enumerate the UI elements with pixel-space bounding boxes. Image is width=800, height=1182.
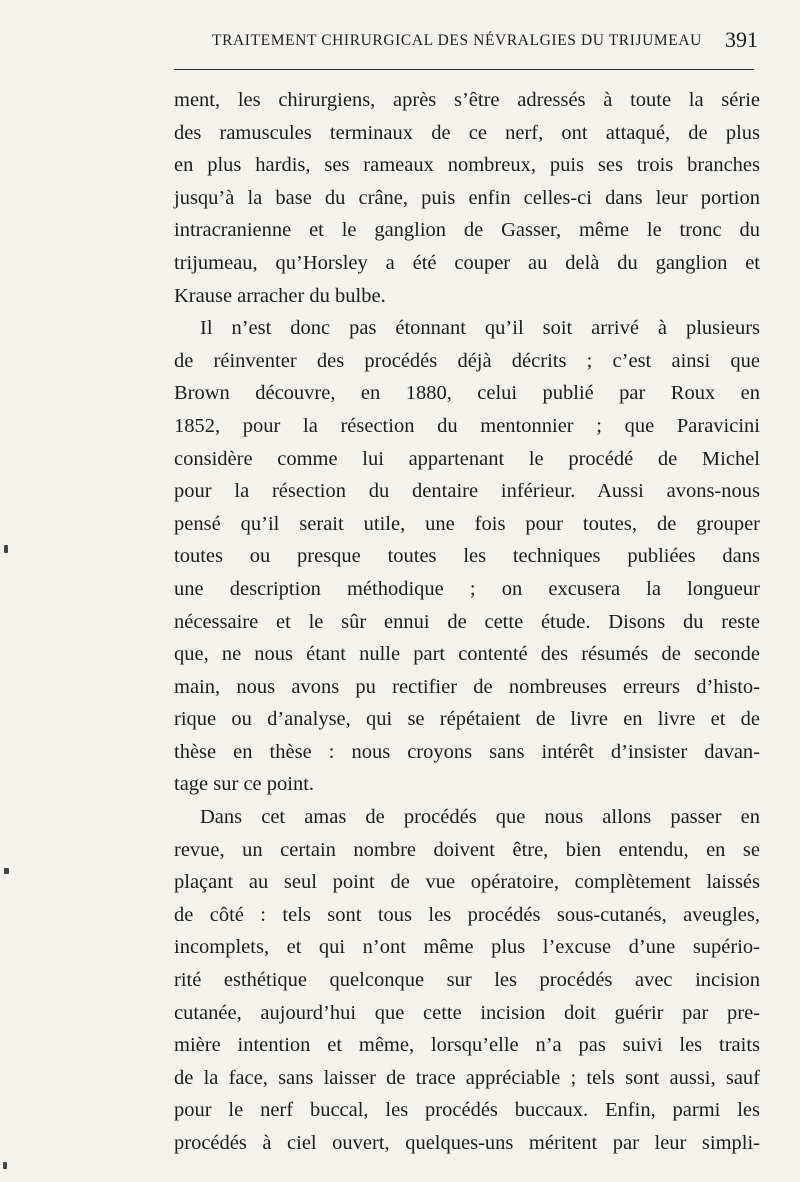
text-line: de la face, sans laisser de trace appréciable ; tels sont aussi, sauf <box>174 1066 760 1089</box>
text-line: des ramuscules terminaux de ce nerf, ont attaqué, de plus <box>174 121 760 144</box>
text-line: en plus hardis, ses rameaux nombreux, puis ses trois branches <box>174 154 760 177</box>
text-line: jusqu’à la base du crâne, puis enfin celles-ci dans leur portion <box>174 186 760 209</box>
running-head-title: TRAITEMENT CHIRURGICAL DES NÉVRALGIES DU TRIJUMEAU <box>212 32 702 49</box>
text-line: plaçant au seul point de vue opératoire, complètement laissés <box>174 871 760 894</box>
text-line: procédés à ciel ouvert, quelques-uns méritent par leur simpli- <box>174 1132 760 1154</box>
paragraph-first-line: Dans cet amas de procédés que nous allons passer en <box>200 806 760 829</box>
text-line: considère comme lui appartenant le procédé de Michel <box>174 447 760 470</box>
scan-speck <box>4 545 8 553</box>
text-line: main, nous avons pu rectifier de nombreuses erreurs d’histo- <box>174 675 760 698</box>
text-line: cutanée, aujourd’hui que cette incision doit guérir par pre- <box>174 1001 760 1024</box>
text-line: de réinventer des procédés déjà décrits ; c’est ainsi que <box>174 349 760 372</box>
text-line: que, ne nous étant nulle part contenté des résumés de seconde <box>174 643 760 666</box>
text-line: nécessaire et le sûr ennui de cette étude. Disons du reste <box>174 610 760 633</box>
text-line: incomplets, et qui n’ont même plus l’excuse d’une supério- <box>174 936 760 959</box>
text-line: pour la résection du dentaire inférieur. Aussi avons-nous <box>174 480 760 503</box>
text-line: une description méthodique ; on excusera la longueur <box>174 577 760 600</box>
text-line: thèse en thèse : nous croyons sans intérêt d’insister davan- <box>174 740 760 763</box>
text-line: rité esthétique quelconque sur les procédés avec incision <box>174 969 760 992</box>
text-line: rique ou d’analyse, qui se répétaient de livre en livre et de <box>174 708 760 731</box>
paragraph-first-line: Il n’est donc pas étonnant qu’il soit arrivé à plusieurs <box>200 317 760 340</box>
body-text <box>174 84 760 1160</box>
text-line: Brown découvre, en 1880, celui publié par Roux en <box>174 382 760 405</box>
scan-speck <box>4 868 9 874</box>
text-line: intracranienne et le ganglion de Gasser, même le tronc du <box>174 219 760 242</box>
text-line: trijumeau, qu’Horsley a été couper au delà du ganglion et <box>174 251 760 274</box>
header-rule <box>174 69 754 70</box>
text-line: ment, les chirurgiens, après s’être adressés à toute la série <box>174 89 760 111</box>
text-line: tage sur ce point. <box>174 773 315 796</box>
text-line: Krause arracher du bulbe. <box>174 284 386 307</box>
text-line: pour le nerf buccal, les procédés buccaux. Enfin, parmi les <box>174 1099 760 1122</box>
text-line: revue, un certain nombre doivent être, bien entendu, en se <box>174 838 760 861</box>
text-line: toutes ou presque toutes les techniques publiées dans <box>174 545 760 568</box>
text-line: 1852, pour la résection du mentonnier ; que Paravicini <box>174 414 760 437</box>
scan-speck <box>3 1162 7 1169</box>
text-line: mière intention et même, lorsqu’elle n’a pas suivi les traits <box>174 1034 760 1057</box>
text-line: de côté : tels sont tous les procédés sous-cutanés, aveugles, <box>174 903 760 926</box>
text-line: pensé qu’il serait utile, une fois pour toutes, de grouper <box>174 512 760 535</box>
page-number: 391 <box>725 27 758 52</box>
